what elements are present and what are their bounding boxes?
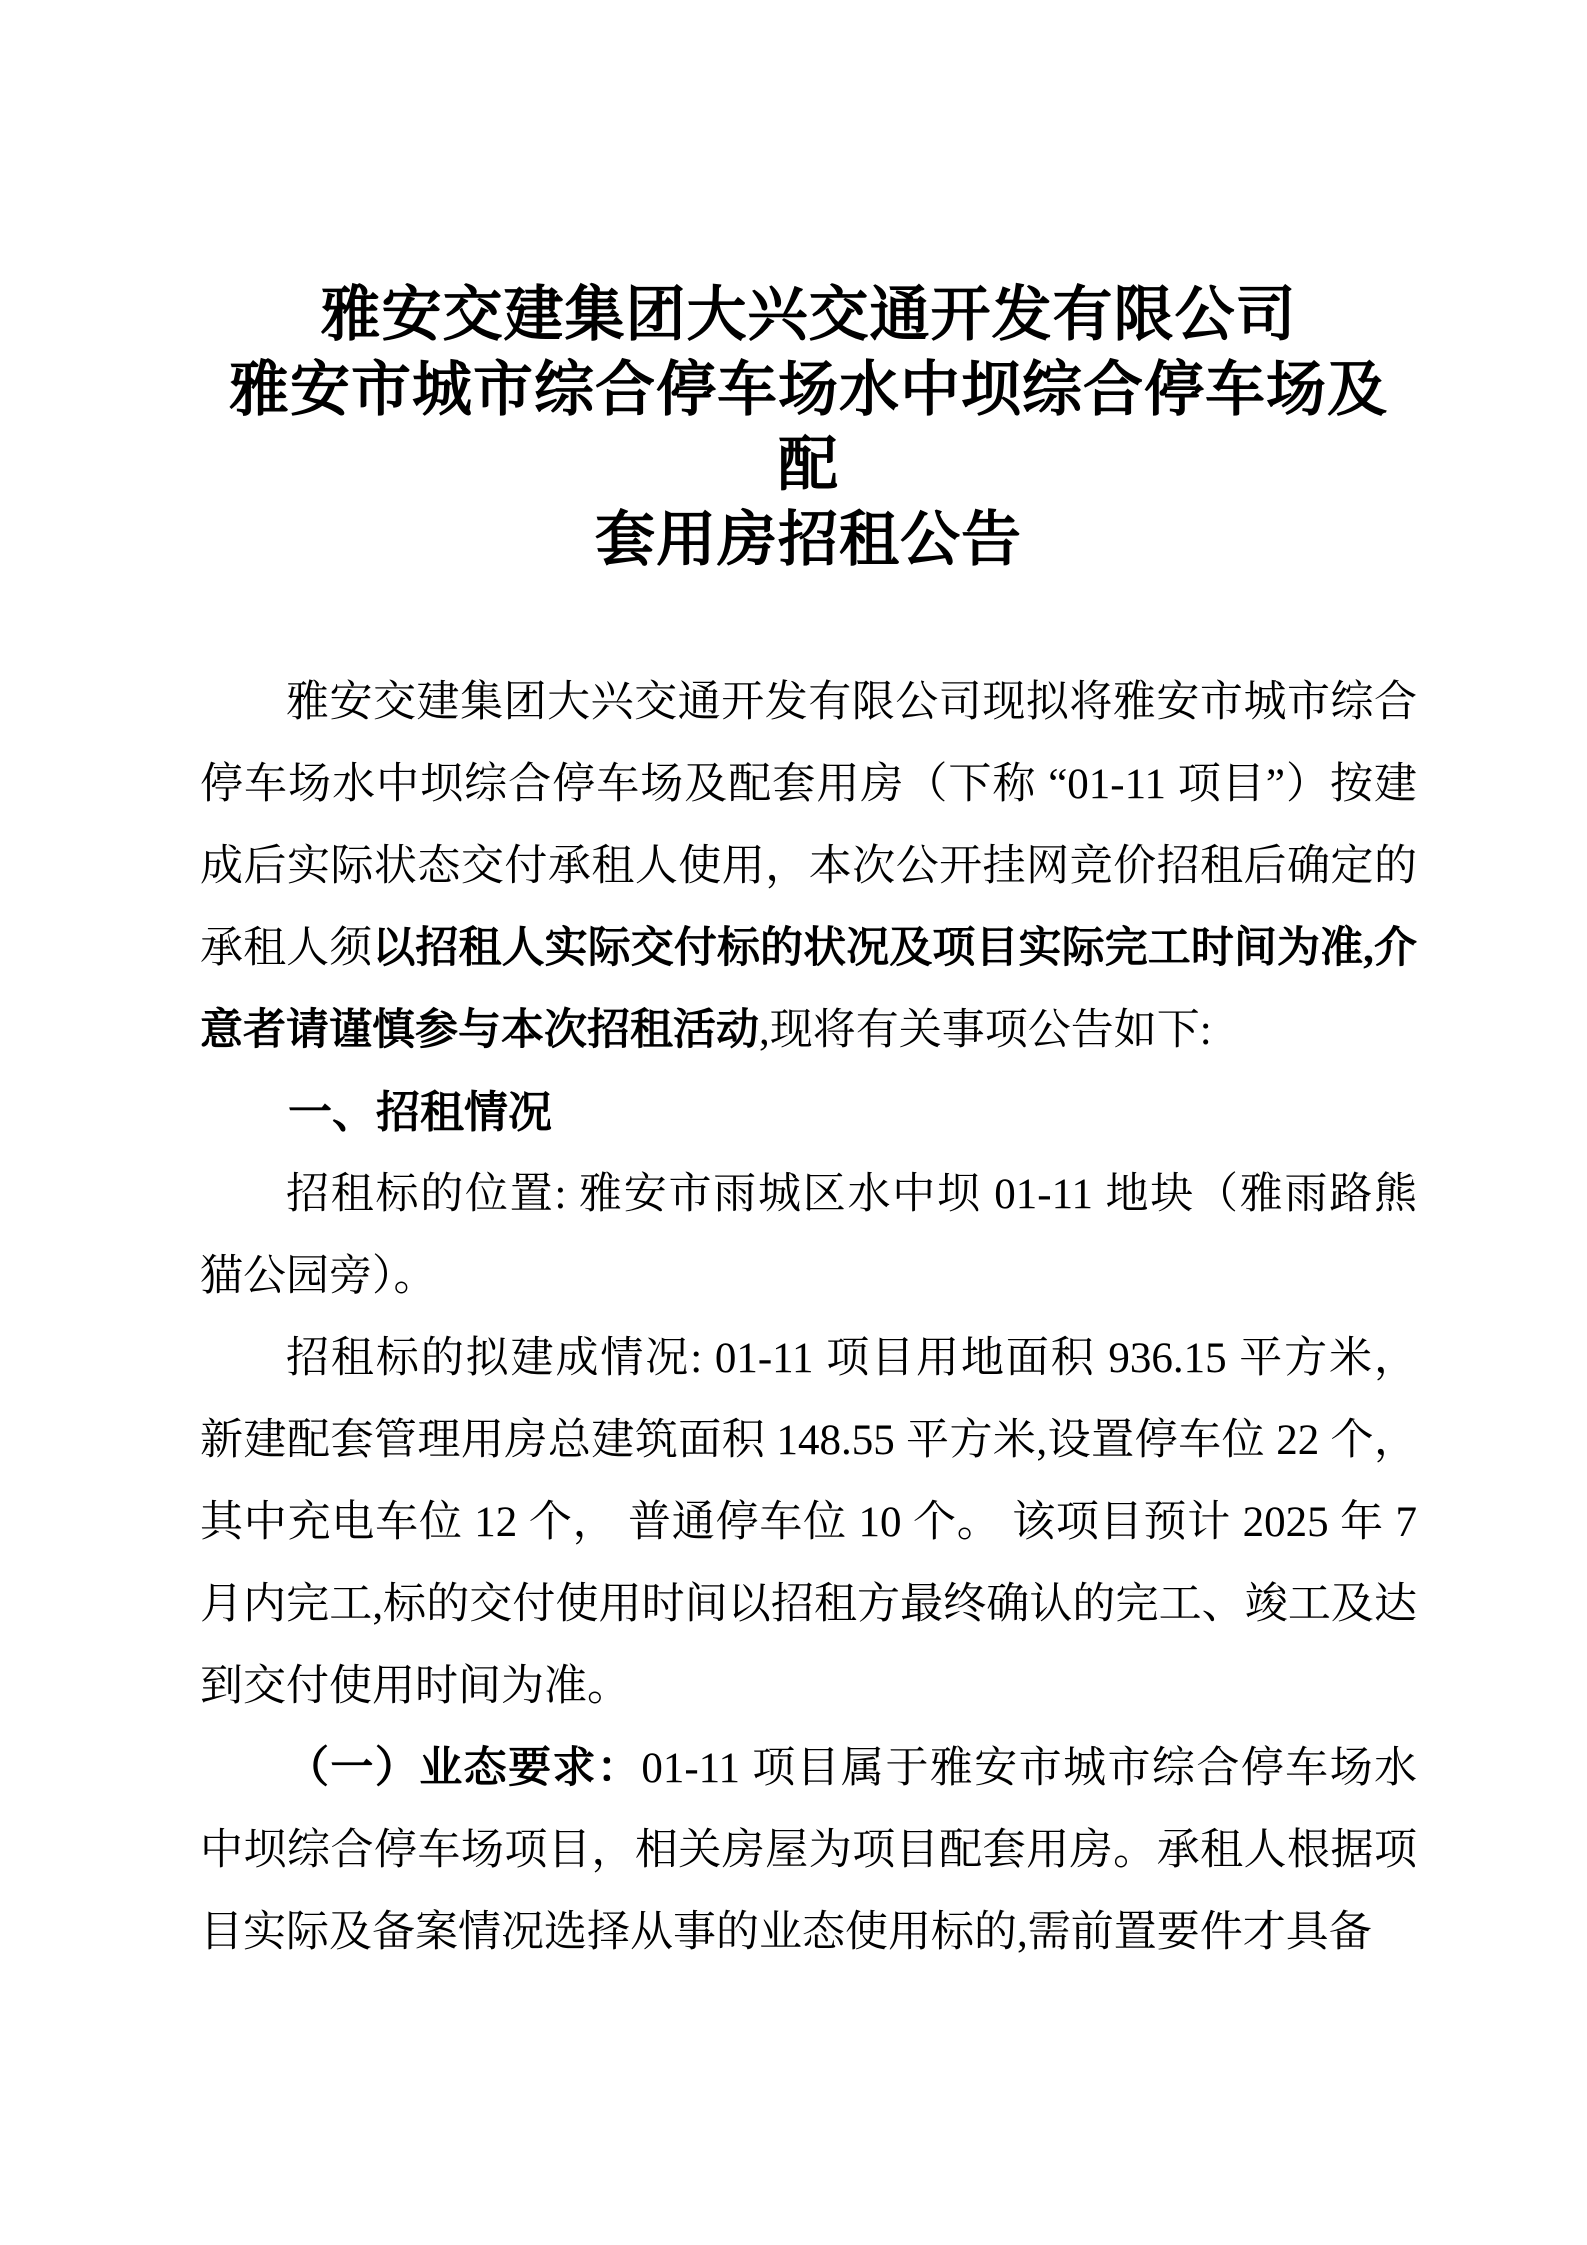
title-line-1: 雅安交建集团大兴交通开发有限公司 bbox=[320, 282, 1297, 348]
document-title bbox=[200, 278, 1417, 578]
text-run-bold: 以招租人实际交付标的状况及项目实际完工时间为准,介意者请谨慎参与本次招租活动 bbox=[200, 925, 1418, 1054]
section-heading-leasing-info: 一、招租情况 bbox=[288, 1088, 552, 1137]
text-run-bold: （一）业态要求： bbox=[286, 1745, 642, 1792]
paragraph-location: 招租标的位置: 雅安市雨城区水中坝 01-11 地块（雅雨路熊猫公园旁）。 bbox=[200, 1171, 1417, 1300]
document-body bbox=[200, 662, 1417, 1974]
paragraph-construction: 招租标的拟建成情况: 01-11 项目用地面积 936.15 平方米，新建配套管理用房总建筑面积 148.55 平方米,设置停车位 22 个，其中充电车位 12 个， 普通停车位 10 个。 该项目预计 2025 年 7 月内完工,标的交付使用时间以招租方最终确认的完工、竣工及达到交付使用时间为准。 bbox=[200, 1335, 1417, 1710]
title-line-3: 套用房招租公告 bbox=[595, 507, 1022, 573]
text-run: 雅安交建集团大兴交通开发有限公司现拟将雅安市城市综合停车场水中坝综合停车场及配套用房（下称 “01-11 项目”）按建成后实际状态交付承租人使用，本次公开挂网竞价招租后确定的承租人须 bbox=[200, 679, 1417, 972]
text-run: 01-11 项目属于雅安市城市综合停车场水中坝综合停车场项目，相关房屋为项目配套用房。承租人根据项目实际及备案情况选择从事的业态使用标的,需前置要件才具备 bbox=[200, 1745, 1417, 1956]
paragraph-business-requirements bbox=[200, 1728, 1417, 1974]
text-run: ,现将有关事项公告如下: bbox=[759, 1007, 1212, 1054]
intro-paragraph bbox=[200, 662, 1417, 1072]
title-line-2: 雅安市城市综合停车场水中坝综合停车场及配 bbox=[229, 357, 1388, 498]
